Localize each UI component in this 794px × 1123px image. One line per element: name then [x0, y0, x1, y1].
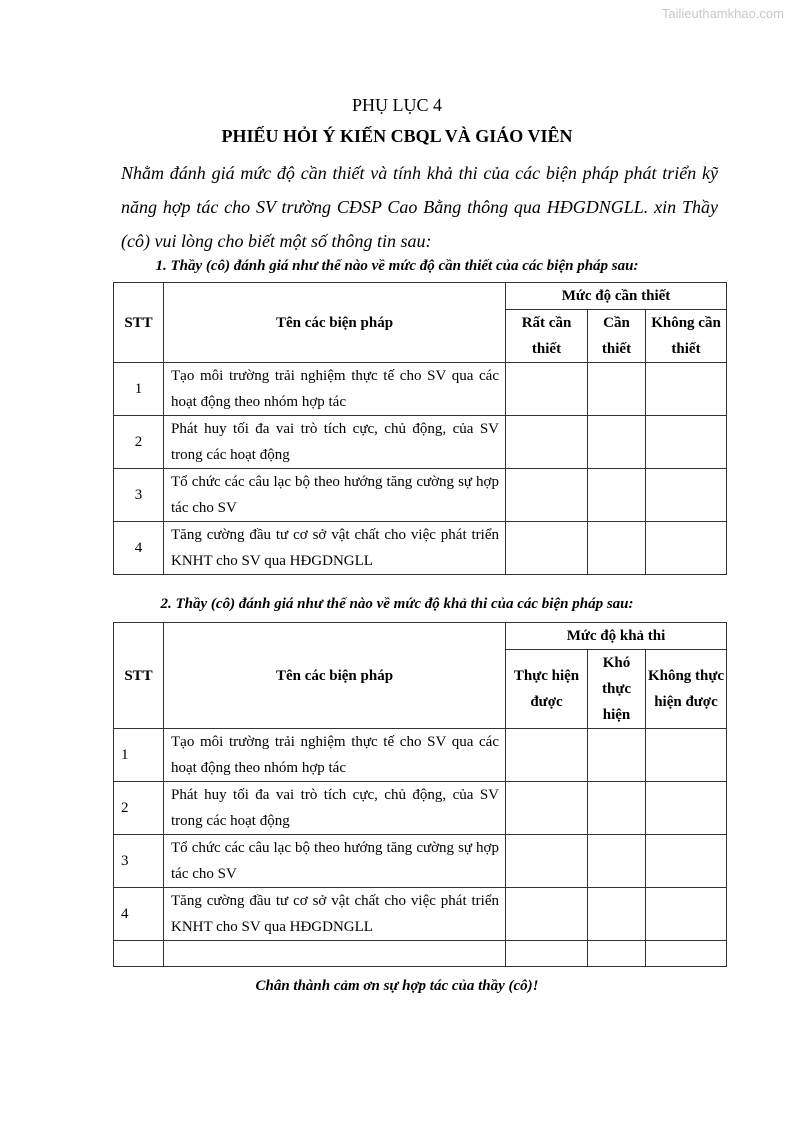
empty-row	[114, 941, 727, 967]
level-header: Cần thiết	[588, 310, 646, 363]
empty-cell[interactable]	[588, 941, 646, 967]
answer-cell[interactable]	[506, 522, 588, 575]
row-number: 4	[114, 888, 164, 941]
answer-cell[interactable]	[588, 729, 646, 782]
measure-text: Tạo môi trường trải nghiệm thực tế cho SV qua các hoạt động theo nhóm hợp tác	[164, 363, 506, 416]
answer-cell[interactable]	[506, 363, 588, 416]
measure-text: Tạo môi trường trải nghiệm thực tế cho SV qua các hoạt động theo nhóm hợp tác	[164, 729, 506, 782]
question-1-text: 1. Thầy (cô) đánh giá như thế nào về mức độ cần thiết của các biện pháp sau:	[155, 258, 639, 274]
table-row	[114, 416, 727, 469]
row-number: 3	[114, 835, 164, 888]
level-header: Khó thực hiện	[588, 650, 646, 729]
col-header-stt: STT	[114, 283, 164, 363]
measure-text: Phát huy tối đa vai trò tích cực, chủ động, của SV trong các hoạt động	[164, 416, 506, 469]
measure-text: Tổ chức các câu lạc bộ theo hướng tăng cường sự hợp tác cho SV	[164, 469, 506, 522]
measure-text: Tăng cường đầu tư cơ sở vật chất cho việc phát triển KNHT cho SV qua HĐGDNGLL	[164, 888, 506, 941]
answer-cell[interactable]	[646, 522, 727, 575]
measure-text: Tổ chức các câu lạc bộ theo hướng tăng cường sự hợp tác cho SV	[164, 835, 506, 888]
intro-paragraph: Nhằm đánh giá mức độ cần thiết và tính khả thi của các biện pháp phát triển kỹ năng hợp tác cho SV trường CĐSP Cao Bằng thông qua HĐGDNGLL. xin Thầy (cô) vui lòng cho biết một số thông tin sau:	[121, 163, 718, 251]
table-row	[114, 363, 727, 416]
level-header: Không thực hiện được	[646, 650, 727, 729]
answer-cell[interactable]	[646, 782, 727, 835]
answer-cell[interactable]	[646, 469, 727, 522]
col-header-group: Mức độ cần thiết	[506, 283, 727, 310]
answer-cell[interactable]	[588, 469, 646, 522]
row-number: 1	[114, 363, 164, 416]
answer-cell[interactable]	[646, 729, 727, 782]
page-title: PHIẾU HỎI Ý KIẾN CBQL VÀ GIÁO VIÊN	[221, 126, 573, 146]
table-row	[114, 782, 727, 835]
table-row	[114, 522, 727, 575]
table-row	[114, 729, 727, 782]
col-header-measure: Tên các biện pháp	[164, 283, 506, 363]
table-row	[114, 888, 727, 941]
col-header-stt: STT	[114, 623, 164, 729]
answer-cell[interactable]	[588, 416, 646, 469]
table-row	[114, 469, 727, 522]
answer-cell[interactable]	[646, 888, 727, 941]
row-number: 2	[114, 782, 164, 835]
question-2-text: 2. Thầy (cô) đánh giá như thế nào về mức độ khả thi của các biện pháp sau:	[160, 596, 634, 612]
table-row	[114, 835, 727, 888]
empty-cell[interactable]	[114, 941, 164, 967]
level-header: Thực hiện được	[506, 650, 588, 729]
answer-cell[interactable]	[588, 363, 646, 416]
level-header: Không cần thiết	[646, 310, 727, 363]
answer-cell[interactable]	[588, 782, 646, 835]
col-header-group: Mức độ khả thi	[506, 623, 727, 650]
appendix-label: PHỤ LỤC 4	[351, 95, 442, 115]
empty-cell[interactable]	[164, 941, 506, 967]
empty-cell[interactable]	[646, 941, 727, 967]
row-number: 3	[114, 469, 164, 522]
answer-cell[interactable]	[506, 888, 588, 941]
answer-cell[interactable]	[646, 835, 727, 888]
answer-cell[interactable]	[506, 729, 588, 782]
empty-cell[interactable]	[506, 941, 588, 967]
answer-cell[interactable]	[588, 888, 646, 941]
measure-text: Tăng cường đầu tư cơ sở vật chất cho việc phát triển KNHT cho SV qua HĐGDNGLL	[164, 522, 506, 575]
answer-cell[interactable]	[646, 416, 727, 469]
row-number: 4	[114, 522, 164, 575]
answer-cell[interactable]	[646, 363, 727, 416]
col-header-measure: Tên các biện pháp	[164, 623, 506, 729]
row-number: 1	[114, 729, 164, 782]
answer-cell[interactable]	[506, 469, 588, 522]
answer-cell[interactable]	[588, 835, 646, 888]
answer-cell[interactable]	[506, 782, 588, 835]
answer-cell[interactable]	[506, 835, 588, 888]
watermark: Tailieuthamkhao.com	[661, 6, 784, 21]
feasibility-table	[113, 622, 727, 967]
closing-text: Chân thành cảm ơn sự hợp tác của thầy (cô)!	[255, 978, 539, 994]
answer-cell[interactable]	[506, 416, 588, 469]
row-number: 2	[114, 416, 164, 469]
level-header: Rất cần thiết	[506, 310, 588, 363]
answer-cell[interactable]	[588, 522, 646, 575]
measure-text: Phát huy tối đa vai trò tích cực, chủ động, của SV trong các hoạt động	[164, 782, 506, 835]
necessity-table	[113, 282, 727, 575]
